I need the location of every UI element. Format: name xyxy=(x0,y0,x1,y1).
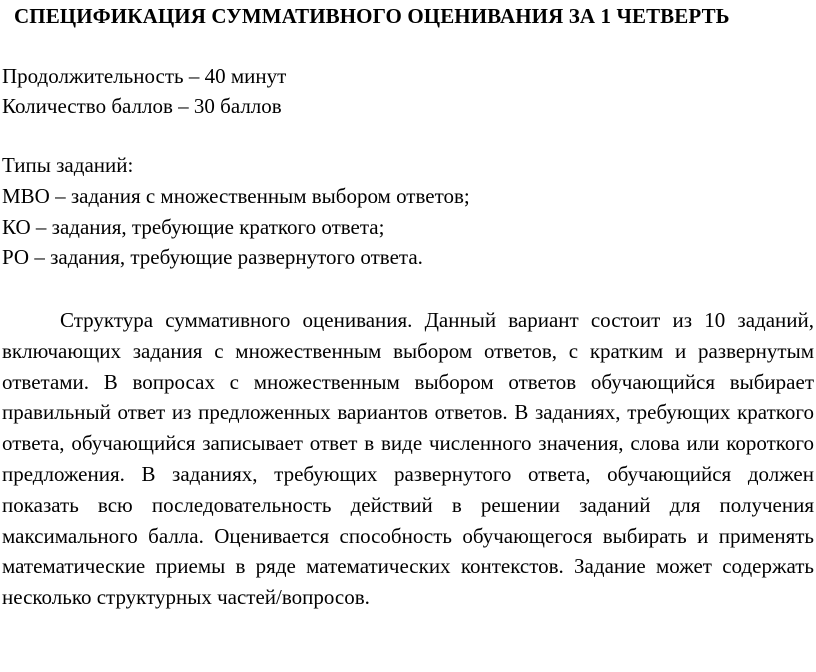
duration-line: Продолжительность – 40 минут xyxy=(2,64,287,88)
document-title: СПЕЦИФИКАЦИЯ СУММАТИВНОГО ОЦЕНИВАНИЯ ЗА 1 ЧЕТВЕРТЬ xyxy=(14,4,730,28)
task-type-item: РО – задания, требующие развернутого ответа. xyxy=(2,245,423,269)
task-types-heading: Типы заданий: xyxy=(2,153,134,177)
structure-paragraph: Структура суммативного оценивания. Данный вариант состоит из 10 заданий, включающих задания с множественным выбором ответов, с кратким и развернутым ответами. В вопросах с множественным выбором ответов обучающийся выбирает правильный ответ из предложенных вариантов ответов. В заданиях, требующих краткого ответа, обучающийся записывает ответ в виде численного значения, слова или короткого предложения. В заданиях, требующих развернутого ответа, обучающийся должен показать всю последовательность действий в решении заданий для получения максимального балла. Оценивается способность обучающегося выбирать и применять математические приемы в ряде математических контекстов. Задание может содержать несколько структурных частей/вопросов. xyxy=(2,308,814,610)
points-line: Количество баллов – 30 баллов xyxy=(2,94,282,118)
task-type-item: МВО – задания с множественным выбором ответов; xyxy=(2,184,470,208)
task-type-item: КО – задания, требующие краткого ответа; xyxy=(2,215,385,239)
